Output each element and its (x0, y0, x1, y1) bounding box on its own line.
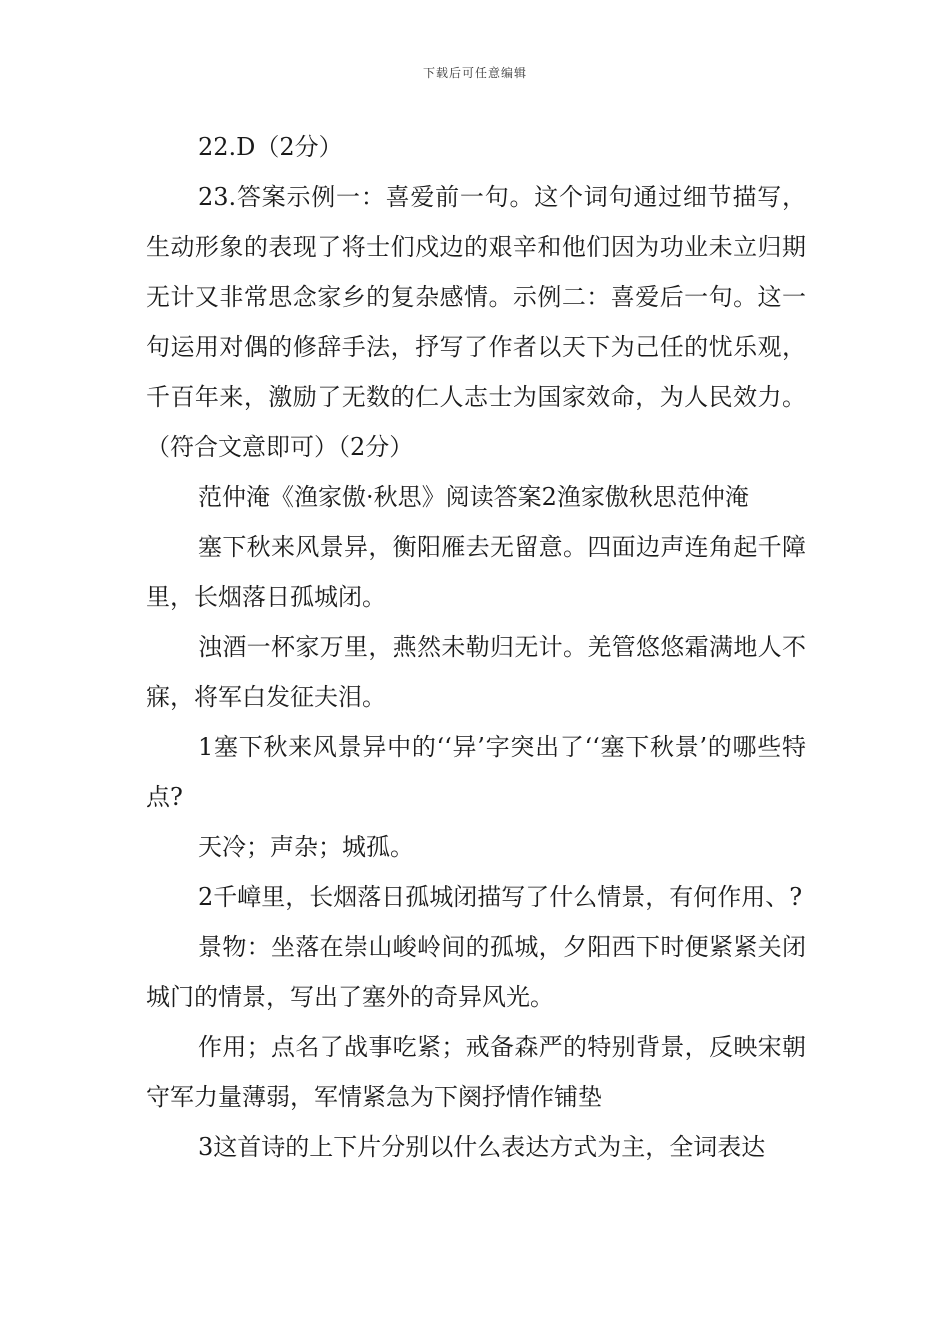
paragraph-question-3: 3这首诗的上下片分别以什么表达方式为主，全词表达 (198, 1133, 766, 1161)
paragraph-poem-stanza-2: 浊酒一杯家万里，燕然未勒归无计。羌管悠悠霜满地人不寐，将军白发征夫泪。 (146, 633, 806, 711)
paragraph-poem-stanza-1: 塞下秋来风景异，衡阳雁去无留意。四面边声连角起千障里，长烟落日孤城闭。 (146, 533, 806, 611)
paragraph-answer-22: 22.D（2分） (198, 133, 343, 161)
paragraph-answer-23: 23.答案示例一：喜爱前一句。这个词句通过细节描写，生动形象的表现了将士们戍边的艰辛和他们因为功业未立归期无计又非常思念家乡的复杂感情。示例二：喜爱后一句。这一句运用对偶的修辞手法，抒写了作者以天下为己任的忧乐观，千百年来，激励了无数的仁人志士为国家效命，为人民效力。（符合文意即可）（2分） (146, 183, 806, 461)
paragraph-section-title: 范仲淹《渔家傲·秋思》阅读答案2渔家傲秋思范仲淹 (198, 483, 749, 511)
document-body (146, 122, 806, 1172)
paragraph-answer-2-effect: 作用；点名了战事吃紧；戒备森严的特别背景，反映宋朝守军力量薄弱，军情紧急为下阕抒情作铺垫 (146, 1033, 806, 1111)
paragraph-question-2: 2千嶂里，长烟落日孤城闭描写了什么情景，有何作用、? (198, 883, 803, 911)
paragraph-answer-1: 天冷；声杂；城孤。 (198, 833, 414, 861)
paragraph-question-1: 1塞下秋来风景异中的‘‘异’字突出了‘‘塞下秋景’的哪些特点? (146, 733, 806, 811)
paragraph-answer-2-scene: 景物：坐落在崇山峻岭间的孤城，夕阳西下时便紧紧关闭城门的情景，写出了塞外的奇异风光。 (146, 933, 806, 1011)
page-header: 下载后可任意编辑 (422, 66, 527, 80)
